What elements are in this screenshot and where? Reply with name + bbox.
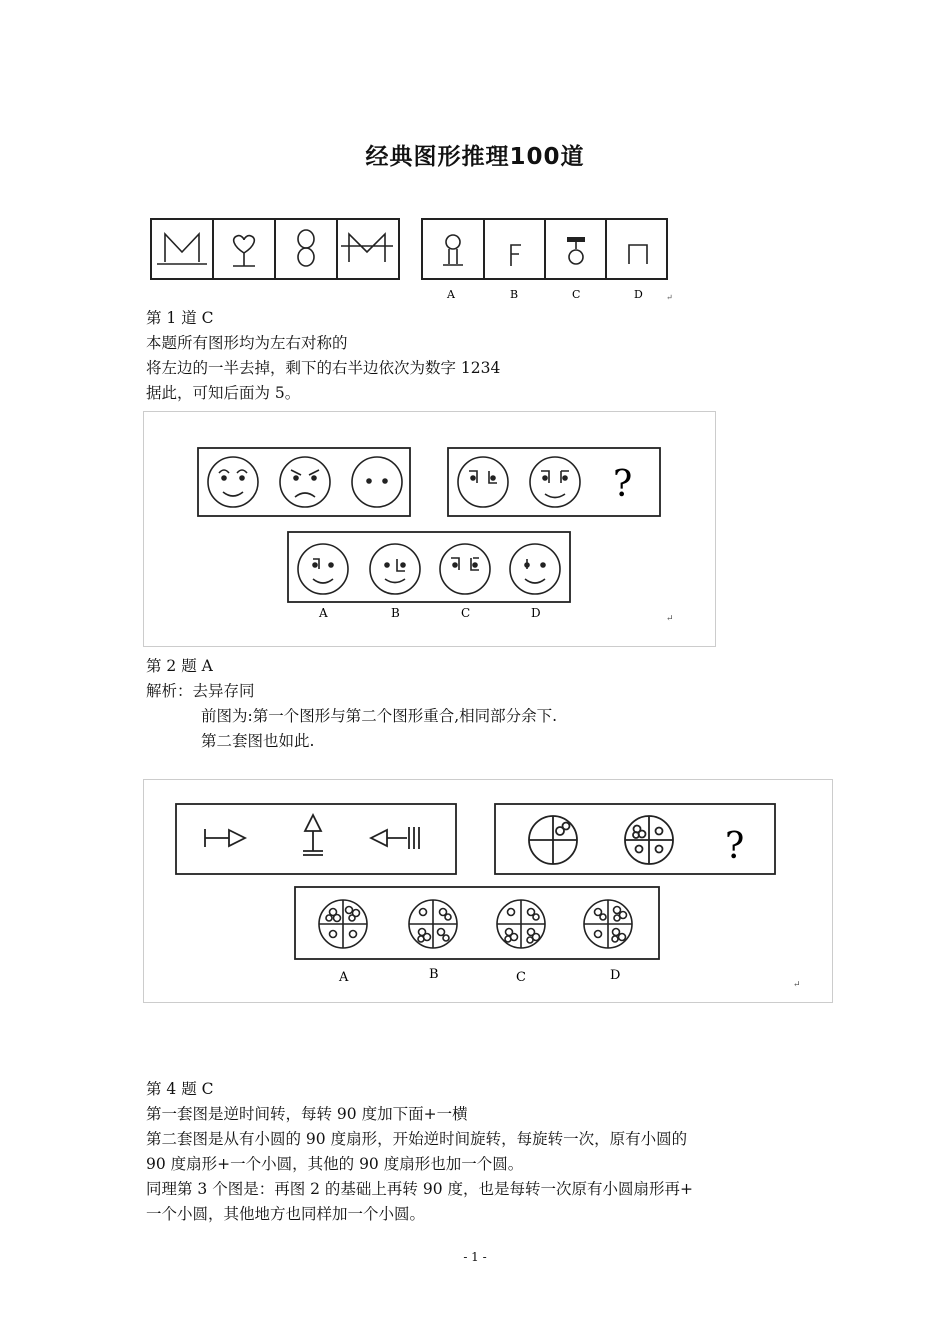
document-title: 经典图形推理100道 xyxy=(365,144,585,170)
option-a-label: A xyxy=(447,288,455,301)
q4-line-1: 第一套图是逆时间转，每转 90 度加下面+一横 xyxy=(146,1105,468,1123)
figure-3-rotation-puzzle xyxy=(143,779,834,1003)
q2-line-3: 第二套图也如此. xyxy=(201,732,315,750)
question-mark: ? xyxy=(725,826,745,867)
q4-line-3: 90 度扇形+一个小圆，其他的 90 度扇形也加一个圆。 xyxy=(146,1155,524,1173)
svg-text:↵: ↵ xyxy=(793,980,801,990)
q4-answer: 第 4 题 C xyxy=(146,1080,214,1098)
svg-text:↵: ↵ xyxy=(666,293,673,302)
svg-text:↵: ↵ xyxy=(666,614,674,624)
page-number: - 1 - xyxy=(463,1250,487,1264)
option-d-label: D xyxy=(634,288,643,301)
q1-line-3: 据此，可知后面为 5。 xyxy=(146,384,301,402)
figure-1-symmetry-puzzle xyxy=(143,212,675,304)
option-d-label: D xyxy=(531,606,541,620)
option-d-label: D xyxy=(610,968,621,983)
q4-line-2: 第二套图是从有小圆的 90 度扇形，开始逆时间旋转，每旋转一次，原有小圆的 xyxy=(146,1130,688,1148)
q4-line-4: 同理第 3 个图是：再图 2 的基础上再转 90 度，也是每转一次原有小圆扇形再+ xyxy=(146,1180,693,1198)
option-b-label: B xyxy=(391,606,400,620)
option-a-label: A xyxy=(319,606,328,620)
option-c-label: C xyxy=(572,288,581,301)
q2-answer: 第 2 题 A xyxy=(146,657,213,675)
option-c-label: C xyxy=(461,606,471,620)
option-b-label: B xyxy=(510,288,519,301)
option-b-label: B xyxy=(429,967,439,982)
q1-line-2: 将左边的一半去掉，剩下的右半边依次为数字 1234 xyxy=(146,359,501,377)
question-mark: ? xyxy=(613,464,633,505)
q1-answer: 第 1 道 C xyxy=(146,309,214,327)
figure-2-faces-puzzle xyxy=(143,411,717,647)
q1-line-1: 本题所有图形均为左右对称的 xyxy=(146,334,348,352)
q4-line-5: 一个小圆，其他地方也同样加一个小圆。 xyxy=(146,1205,426,1223)
q2-line-1: 解析：去异存同 xyxy=(146,682,255,700)
q2-line-2: 前图为:第一个图形与第二个图形重合,相同部分余下. xyxy=(201,707,558,725)
option-c-label: C xyxy=(516,970,526,985)
option-a-label: A xyxy=(339,970,349,985)
